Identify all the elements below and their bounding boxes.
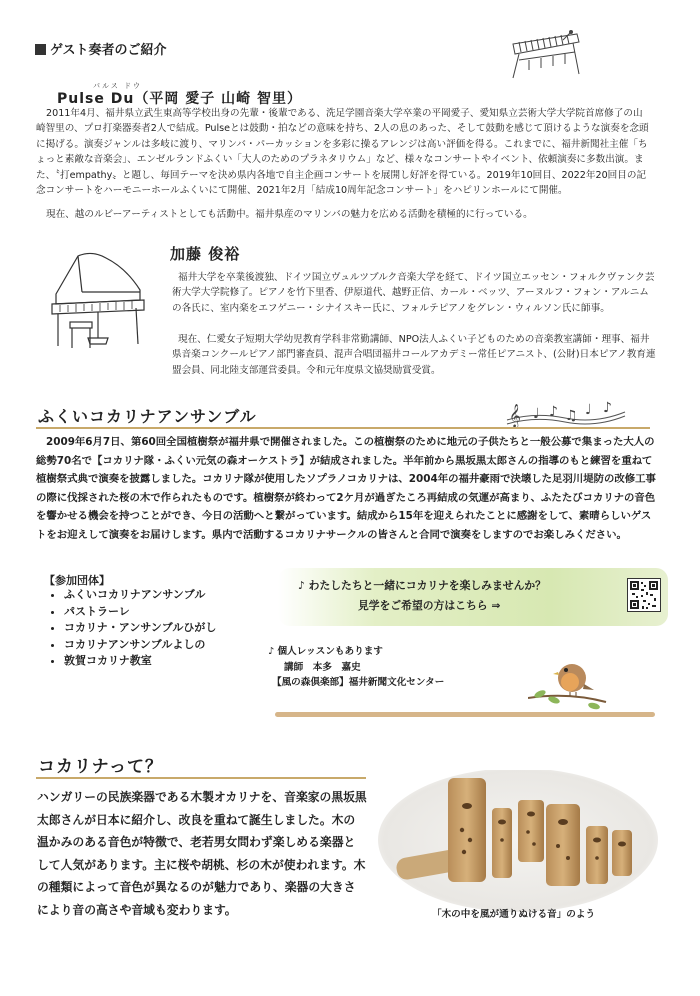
qr-code[interactable]	[627, 578, 661, 612]
pulse-du-ruby: パルス ドウ	[93, 82, 143, 90]
list-item: • コカリナアンサンブルよしの	[64, 637, 294, 654]
heading-square-icon	[35, 44, 46, 55]
svg-text:♩: ♩	[533, 406, 540, 422]
kato-title: 加藤 俊裕	[170, 245, 241, 263]
marimba-illustration	[505, 30, 585, 82]
cocarina-title-rule	[36, 777, 366, 779]
section-divider	[275, 712, 655, 717]
svg-text:♫: ♫	[565, 408, 578, 424]
photo-caption: 「木の中を風が通りぬける音」のよう	[432, 909, 596, 920]
pulse-du-title: Pulse Du（平岡 愛子 山崎 智里）	[57, 91, 302, 107]
svg-text:♪: ♪	[549, 404, 558, 420]
banner-line1: ♪ わたしたちと一緒にコカリナを楽しみませんか？	[298, 579, 546, 592]
kato-bio: 福井大学を卒業後渡独、ドイツ国立ヴュルツブルク音楽大学を経て、ドイツ国立エッセン・フォルクヴァンク芸術大学大学院修了。ピアノを竹下里香、伊原道代、越野正信、カール・ベッツ、アーヌルフ・フォン・アルニムの各氏に、室内楽をエフゲニー・シナイスキー氏に、フォルテピアノをグレン・ウィルソン氏に師事。	[172, 272, 655, 314]
lesson-line1: ♪ 個人レッスンもあります	[268, 646, 383, 657]
cocarina-title: コカリナって？	[38, 757, 163, 777]
svg-text:♪: ♪	[603, 400, 612, 416]
lesson-organization: 【風の森倶楽部】福井新聞文化センター	[272, 677, 445, 688]
ensemble-title: ふくいコカリナアンサンブル	[38, 407, 257, 426]
pulse-du-bio-current: 現在、越のルビーアーティストとしても活動中。福井県産のマリンバの魅力を広める活動を積極的に行っている。	[46, 209, 533, 220]
pulse-du-bio: 2011年4月、福井県立武生東高等学校出身の先輩・後輩である、洗足学園音楽大学卒業の平岡愛子、愛知県立芸術大学大学院首席修了の山崎智里の、プロ打楽器奏者2人で結成。Pulseとは鼓動・拍などの意味を持ち、2人の息のあった、そして鼓動を感じて頂けるような演奏を念頭に掲げる。演奏ジャンルは多岐に渡り、マリンバ・パーカッションを多彩に操るアレンジは高い評価を得る。これまでに、福井新聞社主催「ちょっと素敵な音楽会」、エンゼルランドふくい「大人のためのプラネタリウム」など、様々なコンサートやイベント、依頼演奏に多数出演。また、〝打empathy〟と題し、毎回テーマを決め県内各地で自主企画コンサートを展開し好評を得ている。2019年10回目、2022年20回目の記念コンサートをハーモニーホールふくいにて開催、2021年2月「結成10周年記念コンサート」をハピリンホールにて開催。	[36, 108, 649, 197]
lesson-teacher: 講師 本多 嘉史	[284, 662, 361, 673]
bird-on-branch-illustration	[528, 656, 608, 712]
kato-bio-current: 現在、仁愛女子短期大学幼児教育学科非常勤講師、NPO法人ふくい子どものための音楽教室講師・理事、福井県音楽コンクールピアノ部門審査員、混声合唱団福井コールアカデミー常任ピアニスト、(公財)日本ピアノ教育連盟会員、同北陸支部運営委員。令和元年度県文協奨励賞受賞。	[172, 334, 656, 376]
svg-text:𝄞: 𝄞	[509, 403, 521, 427]
list-item: • パストラーレ	[64, 604, 294, 621]
music-notes-illustration	[505, 390, 627, 430]
banner-line2[interactable]: 見学をご希望の方はこちら ⇒	[358, 599, 501, 612]
cocarina-photo	[378, 770, 658, 920]
svg-text:♩: ♩	[585, 402, 592, 418]
cocarina-description: ハンガリーの民族楽器である木製オカリナを、音楽家の黒坂黒太郎さんが日本に紹介し、改良を重ねて誕生しました。木の温かみのある音色が特徴で、老若男女問わず楽しめる楽器として人気があります。主に桜や胡桃、杉の木が使われます。木の種類によって音色が異なるのが魅力であり、楽器の大きさにより音の高さや音域も変わります。	[37, 790, 367, 917]
list-item: • 敦賀コカリナ教室	[64, 653, 294, 670]
groups-heading: 【参加団体】	[44, 574, 110, 587]
groups-list	[44, 587, 294, 670]
ensemble-title-rule	[36, 427, 650, 429]
list-item: • コカリナ・アンサンブルひがし	[64, 620, 294, 637]
list-item: • ふくいコカリナアンサンブル	[64, 587, 294, 604]
grand-piano-illustration	[48, 252, 152, 354]
join-banner[interactable]	[278, 568, 668, 626]
ensemble-description: 2009年6月7日、第60回全国植樹祭が福井県で開催されました。この植樹祭のために地元の子供たちと一般公募で集まった大人の総勢70名で【コカリナ隊・ふくい元気の森オーケストラ】が結成されました。半年前から黒坂黒太郎さんの指導のもと練習を重ねて植樹祭式典で演奏を披露しました。コカリナ隊が使用したソプラノコカリナは、2004年の福井豪雨で決壊した足羽川堤防の改修工事の際に伐採された桜の木で作られたものです。植樹祭が終わって2ケ月が過ぎたころ再結成の気運が高まり、ふたたびコカリナの音色を響かせる機会を持つことができ、今日の活動へと繋がっています。結成から15年を迎えられたことに感謝をして、素晴らしいゲストをお迎えして演奏をお届けします。県内で活動するコカリナサークルの皆さんと合同で演奏をしますのでお楽しみください。	[36, 436, 656, 541]
guest-section-heading: ゲスト奏者のご紹介	[35, 39, 166, 58]
